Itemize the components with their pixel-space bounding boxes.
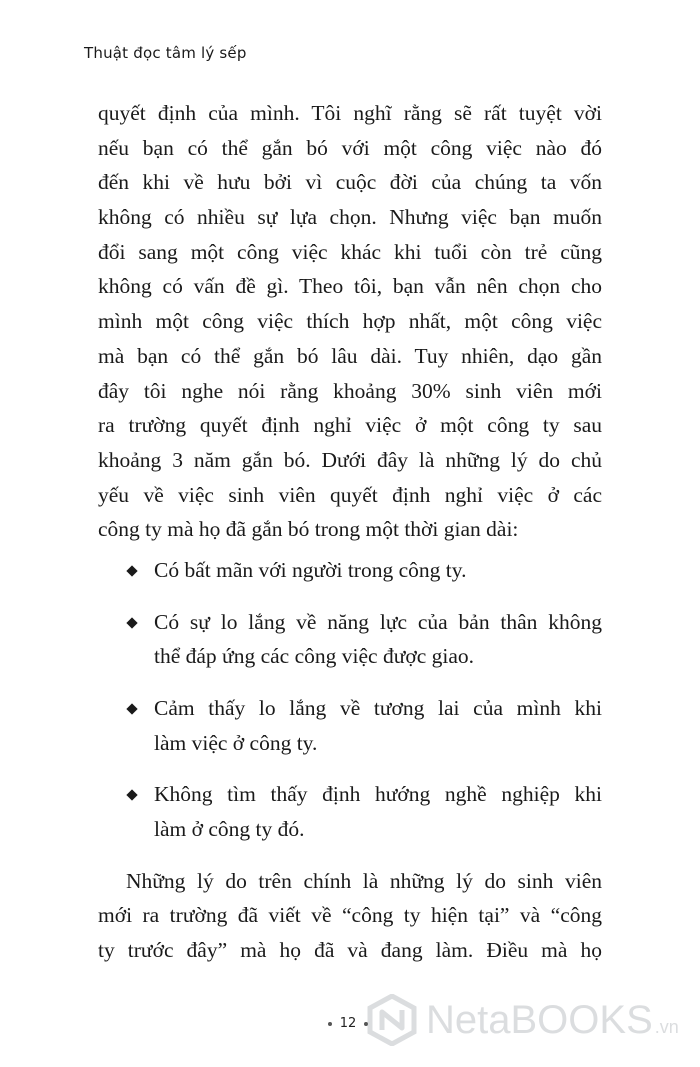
text-line: yếu về việc sinh viên quyết định nghỉ việc ở các	[98, 482, 602, 507]
netabooks-logo-icon	[366, 994, 418, 1046]
text-line: công ty mà họ đã gắn bó trong một thời gian dài:	[98, 517, 519, 542]
text-line: mình một công việc thích hợp nhất, một công việc	[98, 309, 602, 334]
text-line: Không tìm thấy định hướng nghề nghiệp khi	[154, 782, 602, 807]
running-head: Thuật đọc tâm lý sếp	[84, 44, 247, 62]
text-line: thể đáp ứng các công việc được giao.	[154, 644, 475, 669]
watermark-suffix: .vn	[654, 1016, 679, 1037]
text-line: Có sự lo lắng về năng lực của bản thân không	[154, 609, 602, 634]
text-line: Có bất mãn với người trong công ty.	[154, 557, 467, 582]
watermark	[366, 990, 696, 1050]
body-text	[98, 96, 602, 968]
text-line: không có vấn đề gì. Theo tôi, bạn vẫn nên chọn cho	[98, 274, 602, 299]
dot-icon	[328, 1022, 332, 1026]
reasons-list	[98, 553, 602, 847]
text-line: quyết định của mình. Tôi nghĩ rằng sẽ rất tuyệt vời	[98, 101, 602, 125]
diamond-bullet-icon	[126, 703, 137, 714]
text-line: đến khi về hưu bởi vì cuộc đời của chúng ta vốn	[98, 170, 602, 195]
paragraph-2	[98, 864, 602, 968]
list-item	[98, 553, 602, 588]
text-line: đây tôi nghe nói rằng khoảng 30% sinh viên mới	[98, 378, 602, 403]
diamond-bullet-icon	[126, 617, 137, 628]
diamond-bullet-icon	[126, 565, 137, 576]
text-line: nếu bạn có thể gắn bó với một công việc nào đó	[98, 135, 602, 160]
text-line: Cảm thấy lo lắng về tương lai của mình khi	[154, 696, 602, 720]
watermark-brand: NetaBOOKS	[426, 997, 653, 1042]
paragraph-1	[98, 96, 602, 547]
diamond-bullet-icon	[126, 790, 137, 801]
text-line: Những lý do trên chính là những lý do sinh viên	[126, 868, 602, 893]
text-line: làm việc ở công ty.	[154, 730, 318, 755]
list-item	[98, 605, 602, 674]
text-line: không có nhiều sự lựa chọn. Nhưng việc bạn muốn	[98, 205, 602, 230]
page-number-text: 12	[339, 1016, 357, 1031]
list-item	[98, 691, 602, 760]
text-line: mà bạn có thể gắn bó lâu dài. Tuy nhiên, dạo gần	[98, 343, 602, 368]
text-line: làm ở công ty đó.	[154, 817, 305, 842]
text-line: ra trường quyết định nghỉ việc ở một công ty sau	[98, 413, 602, 438]
text-line: khoảng 3 năm gắn bó. Dưới đây là những lý do chủ	[98, 447, 602, 472]
text-line: mới ra trường đã viết về “công ty hiện tại” và “công	[98, 903, 602, 928]
list-item	[98, 777, 602, 846]
text-line: đổi sang một công việc khác khi tuổi còn trẻ cũng	[98, 239, 602, 264]
text-line: ty trước đây” mà họ đã và đang làm. Điều mà họ	[98, 938, 602, 963]
